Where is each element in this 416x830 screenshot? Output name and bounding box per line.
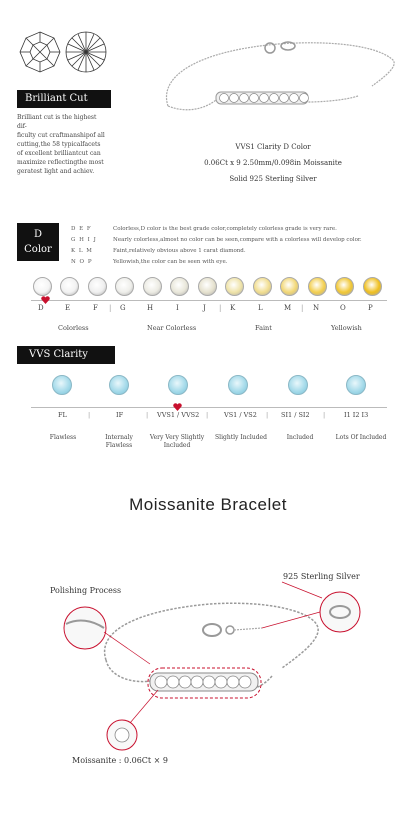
color-letter: P (368, 304, 373, 312)
d-color-title (17, 223, 59, 261)
gem-if (109, 375, 129, 395)
d-color-desc: Faint,relatively obvious above 1 carat diamond. (113, 247, 246, 254)
d-color-desc: Colorless,D color is the best grade color,completely colorless grade is very rare. (113, 225, 337, 232)
gem-i (170, 277, 189, 296)
gem-i (346, 375, 366, 395)
product-heading: Moissanite Bracelet (129, 495, 287, 514)
gem-m (280, 277, 299, 296)
spec-line: 0.06Ct x 9 2.50mm/0.098in Moissanite (204, 159, 342, 167)
polish-label: Polishing Process (50, 586, 122, 595)
clarity-label: Lots Of Included (335, 434, 387, 441)
clarity-label: Very Very Slightly Included (149, 434, 205, 449)
silver-label: 925 Sterling Silver (283, 572, 360, 581)
d-color-grades: N O P (71, 258, 93, 265)
brilliant-line: of excellent brilliantcut can (17, 150, 101, 157)
gem-f (88, 277, 107, 296)
gem-g (115, 277, 134, 296)
gem-n (308, 277, 327, 296)
gem-l (253, 277, 272, 296)
gem-o (335, 277, 354, 296)
gem-e (60, 277, 79, 296)
clarity-grade: I1 I2 I3 (344, 411, 369, 419)
d-color-row (71, 223, 411, 234)
brilliant-cut-title: Brilliant Cut (17, 90, 111, 108)
bracelet-image-small (158, 36, 404, 122)
gem-si (288, 375, 308, 395)
clarity-label: Slightly Included (215, 434, 267, 441)
gem-vs (228, 375, 248, 395)
spec-list (150, 139, 396, 187)
color-letter: M (284, 304, 292, 312)
gem-k (225, 277, 244, 296)
clarity-label: Included (286, 434, 314, 441)
color-letter: D (38, 304, 44, 312)
gem-fl (52, 375, 72, 395)
brilliant-line: Brilliant cut is the highest dif- (17, 114, 97, 130)
d-color-row (71, 256, 411, 267)
gem-d (33, 277, 52, 296)
clarity-label-row (31, 434, 387, 458)
color-letter: N (313, 304, 320, 312)
clarity-label: Internaly Flawless (105, 434, 133, 449)
color-group-label: Yellowish (331, 324, 362, 332)
color-letter: E (65, 304, 71, 312)
d-color-grades: D E F (71, 225, 92, 232)
heart-marker-icon (41, 296, 50, 304)
color-letter: K (230, 304, 236, 312)
brilliant-top-diagram (18, 30, 62, 74)
vvs-clarity-title: VVS Clarity (17, 346, 115, 364)
spec-line: Solid 925 Sterling Silver (229, 175, 317, 183)
spec-line: VVS1 Clarity D Color (235, 143, 311, 151)
d-color-row (71, 245, 411, 256)
d-color-grades: K L M (71, 247, 93, 254)
bracelet-image-large (0, 560, 416, 790)
color-group-label: Faint (255, 324, 272, 332)
color-letter: G (120, 304, 126, 312)
clarity-gem-row (50, 375, 380, 395)
d-color-row (71, 234, 411, 245)
d-color-title-line1: D (33, 229, 43, 240)
color-letter: F (93, 304, 98, 312)
clarity-grade: VVS1 / VVS2 (157, 411, 200, 419)
gem-vvs (168, 375, 188, 395)
gem-j (198, 277, 217, 296)
color-gem-row (33, 277, 385, 295)
color-letter: I (176, 304, 179, 312)
clarity-grade: SI1 / SI2 (281, 411, 310, 419)
color-letter: H (147, 304, 154, 312)
clarity-grade: FL (58, 411, 67, 419)
clarity-grade: VS1 / VS2 (224, 411, 257, 419)
color-group-label: Near Colorless (147, 324, 197, 332)
color-group-label: Colorless (58, 324, 89, 332)
color-letter: O (340, 304, 346, 312)
clarity-scale-line (31, 407, 387, 408)
gem-h (143, 277, 162, 296)
brilliant-line: ficulty cut craftmanshipof all (17, 132, 105, 139)
d-color-title-line2: Color (24, 244, 52, 255)
brilliant-bottom-diagram (64, 30, 108, 74)
d-color-grades: G H I J (71, 236, 97, 243)
color-letter: L (258, 304, 263, 312)
brilliant-line: geratest light and achiev. (17, 168, 95, 175)
brilliant-line: cutting,the 58 typicalfacets (17, 141, 101, 148)
gem-p (363, 277, 382, 296)
color-scale-line (31, 300, 387, 301)
brilliant-line: maximize reflectingthe most (17, 159, 104, 166)
clarity-label: Flawless (49, 434, 77, 441)
clarity-grade-row: FL | IF | VVS1 / VVS2 | VS1 / VS2 | SI1 / SI2 | I1 I2 I3 (58, 411, 369, 419)
heart-marker-icon (173, 403, 182, 411)
d-color-table (71, 223, 411, 267)
color-letter: J (203, 304, 206, 312)
d-color-desc: Yellowish,the color can be seen with eye. (113, 258, 228, 265)
d-color-desc: Nearly colorless,almost no color can be seen,compare with a colorless will develop color. (113, 236, 362, 243)
moissanite-label: Moissanite : 0.06Ct × 9 (72, 756, 169, 765)
brilliant-description (17, 113, 107, 176)
clarity-grade: IF (116, 411, 124, 419)
